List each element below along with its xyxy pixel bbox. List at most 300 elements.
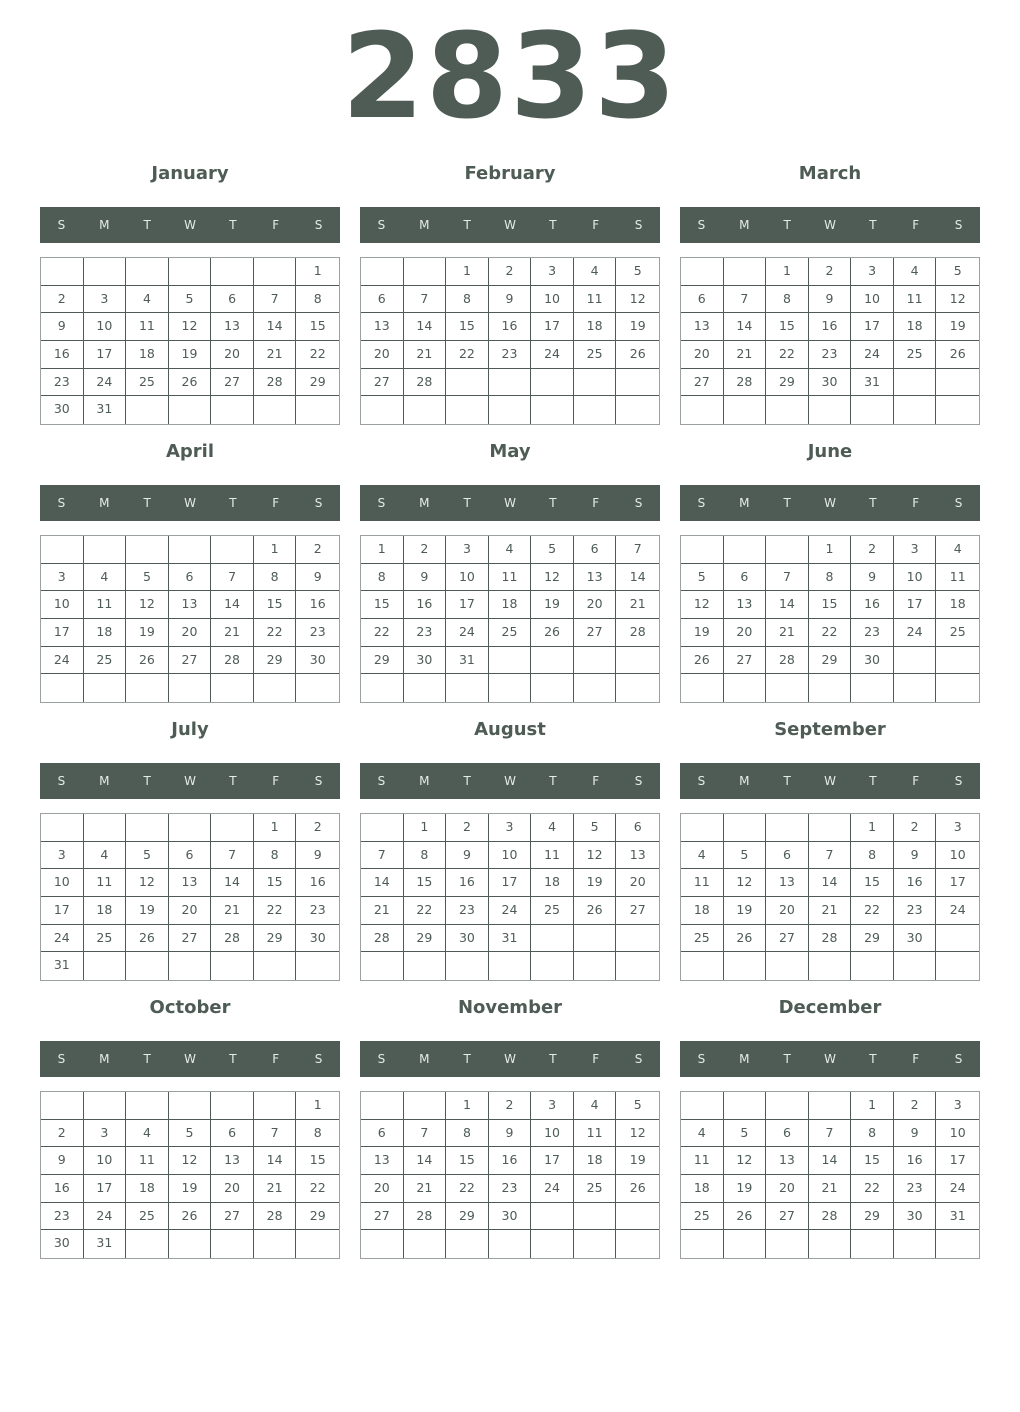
day-cell: 25: [84, 925, 127, 953]
day-cell: 17: [489, 869, 532, 897]
day-cell: 7: [211, 564, 254, 592]
day-cell: 1: [361, 536, 404, 564]
day-cell: [489, 369, 532, 397]
day-cell: [211, 814, 254, 842]
day-cell: 9: [809, 286, 852, 314]
day-cell: 23: [404, 619, 447, 647]
weekday-label: S: [697, 774, 706, 788]
month-november: [360, 997, 660, 1267]
weekday-header: [360, 1041, 660, 1077]
weekday-header: [680, 1041, 980, 1077]
day-cell: [936, 674, 979, 702]
day-cell: 2: [489, 258, 532, 286]
day-cell: 22: [809, 619, 852, 647]
day-cell: 10: [84, 313, 127, 341]
day-cell: [766, 1092, 809, 1120]
day-cell: 12: [724, 869, 767, 897]
day-cell: 30: [41, 1230, 84, 1258]
day-cell: 28: [211, 925, 254, 953]
day-cell: 27: [361, 369, 404, 397]
day-cell: 31: [41, 952, 84, 980]
day-cell: 11: [936, 564, 979, 592]
day-cell: 14: [404, 313, 447, 341]
day-cell: 17: [531, 313, 574, 341]
day-cell: 18: [936, 591, 979, 619]
weekday-label: F: [592, 1052, 600, 1066]
day-cell: [616, 396, 659, 424]
day-grid: [360, 257, 660, 425]
day-cell: [126, 396, 169, 424]
day-cell: 18: [489, 591, 532, 619]
month-june: [680, 441, 980, 711]
day-cell: [41, 674, 84, 702]
day-cell: 15: [296, 313, 339, 341]
day-cell: 20: [574, 591, 617, 619]
month-february: [360, 163, 660, 433]
day-cell: 27: [766, 925, 809, 953]
weekday-label: T: [143, 774, 151, 788]
day-cell: [809, 674, 852, 702]
day-cell: 3: [41, 564, 84, 592]
day-cell: 6: [724, 564, 767, 592]
weekday-label: T: [463, 496, 471, 510]
day-cell: [574, 369, 617, 397]
weekday-label: F: [272, 1052, 280, 1066]
day-cell: 21: [809, 1175, 852, 1203]
weekday-label: F: [912, 1052, 920, 1066]
day-cell: 2: [296, 814, 339, 842]
day-cell: [211, 1230, 254, 1258]
day-cell: 17: [84, 341, 127, 369]
day-cell: [211, 952, 254, 980]
day-cell: 1: [446, 1092, 489, 1120]
day-cell: 9: [894, 842, 937, 870]
day-cell: 29: [809, 647, 852, 675]
day-cell: 25: [574, 1175, 617, 1203]
day-cell: 26: [724, 1203, 767, 1231]
weekday-label: T: [869, 218, 877, 232]
day-cell: 25: [531, 897, 574, 925]
day-cell: 7: [616, 536, 659, 564]
weekday-label: W: [824, 774, 836, 788]
day-cell: 2: [894, 1092, 937, 1120]
day-cell: 6: [361, 1120, 404, 1148]
day-cell: 27: [574, 619, 617, 647]
day-cell: 17: [936, 1147, 979, 1175]
day-cell: 19: [616, 313, 659, 341]
day-cell: 4: [574, 1092, 617, 1120]
weekday-label: S: [377, 774, 386, 788]
day-cell: [531, 952, 574, 980]
day-cell: 20: [616, 869, 659, 897]
day-cell: [681, 952, 724, 980]
weekday-label: F: [912, 774, 920, 788]
day-cell: 27: [681, 369, 724, 397]
day-cell: [681, 814, 724, 842]
day-cell: 14: [254, 313, 297, 341]
day-cell: 19: [616, 1147, 659, 1175]
day-cell: 9: [446, 842, 489, 870]
day-cell: 21: [616, 591, 659, 619]
day-cell: 15: [809, 591, 852, 619]
day-cell: [446, 952, 489, 980]
day-cell: 3: [936, 1092, 979, 1120]
day-cell: 11: [84, 591, 127, 619]
day-cell: 8: [446, 1120, 489, 1148]
day-cell: [126, 536, 169, 564]
weekday-label: M: [739, 1052, 750, 1066]
month-title: November: [457, 997, 563, 1018]
day-cell: 19: [126, 619, 169, 647]
weekday-label: F: [592, 496, 600, 510]
day-cell: [361, 674, 404, 702]
day-cell: 18: [531, 869, 574, 897]
weekday-label: S: [954, 774, 963, 788]
day-cell: 30: [809, 369, 852, 397]
weekday-label: F: [912, 496, 920, 510]
day-cell: 2: [296, 536, 339, 564]
day-cell: [211, 396, 254, 424]
day-cell: [531, 1230, 574, 1258]
weekday-label: W: [504, 1052, 516, 1066]
day-cell: [724, 396, 767, 424]
day-cell: 8: [851, 842, 894, 870]
month-august: [360, 719, 660, 989]
month-title: January: [151, 163, 229, 184]
day-cell: 14: [616, 564, 659, 592]
weekday-label: T: [229, 774, 237, 788]
day-cell: 9: [296, 842, 339, 870]
day-cell: 27: [211, 369, 254, 397]
day-cell: 20: [361, 1175, 404, 1203]
day-cell: 5: [126, 842, 169, 870]
day-cell: 17: [936, 869, 979, 897]
day-cell: 31: [84, 1230, 127, 1258]
day-cell: 17: [851, 313, 894, 341]
day-cell: 11: [894, 286, 937, 314]
day-cell: 1: [809, 536, 852, 564]
weekday-header: [40, 485, 340, 521]
day-cell: 12: [681, 591, 724, 619]
day-cell: 13: [616, 842, 659, 870]
day-cell: 2: [489, 1092, 532, 1120]
day-cell: 28: [361, 925, 404, 953]
day-cell: 14: [211, 591, 254, 619]
day-cell: 22: [361, 619, 404, 647]
day-cell: 26: [169, 1203, 212, 1231]
day-grid: [360, 535, 660, 703]
day-cell: [446, 674, 489, 702]
day-grid: [360, 813, 660, 981]
day-cell: [724, 1092, 767, 1120]
day-cell: 9: [489, 286, 532, 314]
day-cell: 19: [169, 341, 212, 369]
day-cell: [724, 814, 767, 842]
day-cell: [126, 952, 169, 980]
day-cell: [894, 674, 937, 702]
day-cell: [531, 647, 574, 675]
day-cell: 28: [724, 369, 767, 397]
day-cell: 29: [404, 925, 447, 953]
day-cell: [809, 1230, 852, 1258]
month-title: March: [798, 163, 862, 184]
day-cell: 26: [574, 897, 617, 925]
weekday-label: S: [634, 774, 643, 788]
day-cell: [681, 258, 724, 286]
day-cell: 16: [41, 1175, 84, 1203]
day-cell: 24: [41, 647, 84, 675]
day-cell: 15: [254, 591, 297, 619]
day-cell: 27: [724, 647, 767, 675]
day-cell: 22: [446, 341, 489, 369]
day-cell: 11: [574, 1120, 617, 1148]
day-cell: 16: [296, 591, 339, 619]
day-cell: 24: [41, 925, 84, 953]
weekday-label: T: [869, 496, 877, 510]
day-cell: 15: [296, 1147, 339, 1175]
day-cell: 5: [616, 1092, 659, 1120]
day-cell: 18: [574, 313, 617, 341]
day-cell: 4: [936, 536, 979, 564]
day-cell: 25: [574, 341, 617, 369]
day-cell: 23: [894, 897, 937, 925]
month-title: July: [171, 719, 209, 740]
day-cell: [724, 674, 767, 702]
day-cell: 30: [296, 925, 339, 953]
day-cell: [574, 674, 617, 702]
day-cell: 16: [489, 1147, 532, 1175]
weekday-label: M: [419, 496, 430, 510]
day-cell: 10: [489, 842, 532, 870]
day-grid: [680, 257, 980, 425]
day-cell: [766, 396, 809, 424]
month-january: [40, 163, 340, 433]
day-cell: [446, 1230, 489, 1258]
day-cell: [489, 647, 532, 675]
day-cell: 8: [809, 564, 852, 592]
weekday-label: M: [99, 496, 110, 510]
day-cell: 30: [894, 1203, 937, 1231]
day-cell: 24: [531, 341, 574, 369]
month-may: [360, 441, 660, 711]
day-cell: 5: [531, 536, 574, 564]
day-cell: 8: [296, 1120, 339, 1148]
day-cell: [126, 1230, 169, 1258]
day-cell: 3: [489, 814, 532, 842]
day-cell: 3: [894, 536, 937, 564]
day-cell: 7: [254, 286, 297, 314]
day-cell: 9: [404, 564, 447, 592]
day-cell: 25: [126, 369, 169, 397]
day-cell: [404, 258, 447, 286]
day-cell: 20: [681, 341, 724, 369]
day-cell: [574, 1230, 617, 1258]
day-cell: [446, 369, 489, 397]
day-cell: 25: [894, 341, 937, 369]
day-cell: 20: [211, 341, 254, 369]
day-cell: 21: [254, 341, 297, 369]
day-cell: 27: [616, 897, 659, 925]
day-cell: 20: [211, 1175, 254, 1203]
month-october: [40, 997, 340, 1267]
day-cell: 25: [126, 1203, 169, 1231]
day-cell: [84, 952, 127, 980]
day-cell: 10: [894, 564, 937, 592]
day-cell: 2: [851, 536, 894, 564]
weekday-label: T: [463, 1052, 471, 1066]
day-cell: 29: [296, 369, 339, 397]
day-cell: 20: [361, 341, 404, 369]
day-cell: 8: [254, 842, 297, 870]
day-cell: 10: [531, 286, 574, 314]
day-cell: 22: [851, 1175, 894, 1203]
day-cell: 3: [936, 814, 979, 842]
day-cell: 29: [851, 925, 894, 953]
weekday-label: T: [549, 218, 557, 232]
weekday-label: S: [377, 496, 386, 510]
weekday-label: F: [592, 218, 600, 232]
day-cell: 28: [766, 647, 809, 675]
weekday-label: S: [954, 496, 963, 510]
day-cell: 8: [361, 564, 404, 592]
day-cell: [574, 925, 617, 953]
day-cell: 19: [126, 897, 169, 925]
day-cell: 1: [254, 814, 297, 842]
day-cell: [169, 952, 212, 980]
day-cell: 15: [851, 1147, 894, 1175]
day-cell: 24: [936, 897, 979, 925]
day-cell: 8: [254, 564, 297, 592]
day-cell: 8: [404, 842, 447, 870]
day-cell: 23: [296, 897, 339, 925]
day-cell: 9: [41, 1147, 84, 1175]
day-cell: [296, 674, 339, 702]
day-cell: 9: [851, 564, 894, 592]
day-cell: 9: [894, 1120, 937, 1148]
day-cell: [531, 674, 574, 702]
weekday-label: S: [377, 1052, 386, 1066]
day-cell: [724, 536, 767, 564]
day-cell: 28: [254, 369, 297, 397]
day-cell: [936, 396, 979, 424]
day-cell: 10: [446, 564, 489, 592]
day-cell: [296, 1230, 339, 1258]
weekday-header: [40, 1041, 340, 1077]
day-cell: [894, 396, 937, 424]
day-cell: 16: [851, 591, 894, 619]
day-cell: [724, 258, 767, 286]
day-cell: 13: [361, 313, 404, 341]
day-cell: [169, 814, 212, 842]
day-cell: [254, 1092, 297, 1120]
day-cell: 2: [894, 814, 937, 842]
day-cell: [126, 814, 169, 842]
weekday-label: T: [143, 496, 151, 510]
day-cell: 13: [169, 869, 212, 897]
day-cell: 28: [254, 1203, 297, 1231]
day-cell: 1: [296, 258, 339, 286]
day-grid: [40, 813, 340, 981]
day-cell: [574, 647, 617, 675]
day-cell: 13: [361, 1147, 404, 1175]
day-cell: 12: [126, 591, 169, 619]
weekday-header: [360, 763, 660, 799]
weekday-label: M: [739, 218, 750, 232]
day-cell: [404, 952, 447, 980]
day-cell: 26: [169, 369, 212, 397]
day-cell: [894, 1230, 937, 1258]
day-cell: 23: [489, 1175, 532, 1203]
day-cell: 27: [766, 1203, 809, 1231]
day-cell: 19: [681, 619, 724, 647]
day-cell: 30: [894, 925, 937, 953]
day-cell: 5: [616, 258, 659, 286]
day-cell: 5: [681, 564, 724, 592]
day-cell: 15: [361, 591, 404, 619]
day-cell: 24: [851, 341, 894, 369]
year-title: 2833: [341, 7, 679, 145]
day-cell: [361, 814, 404, 842]
day-cell: [851, 952, 894, 980]
day-cell: [681, 1230, 724, 1258]
weekday-label: W: [504, 496, 516, 510]
day-cell: 14: [361, 869, 404, 897]
weekday-label: S: [57, 496, 66, 510]
day-cell: [616, 647, 659, 675]
weekday-label: M: [739, 774, 750, 788]
month-april: [40, 441, 340, 711]
weekday-label: M: [99, 1052, 110, 1066]
day-cell: 11: [681, 1147, 724, 1175]
weekday-label: T: [143, 218, 151, 232]
day-cell: 23: [894, 1175, 937, 1203]
day-cell: [809, 814, 852, 842]
day-cell: [41, 1092, 84, 1120]
day-cell: 18: [84, 619, 127, 647]
day-cell: 24: [84, 369, 127, 397]
day-cell: 21: [211, 619, 254, 647]
weekday-label: T: [783, 218, 791, 232]
day-cell: [84, 674, 127, 702]
day-cell: 19: [574, 869, 617, 897]
day-cell: [936, 925, 979, 953]
day-cell: 19: [724, 1175, 767, 1203]
day-cell: 3: [851, 258, 894, 286]
day-cell: 31: [851, 369, 894, 397]
weekday-label: S: [697, 496, 706, 510]
weekday-header: [360, 207, 660, 243]
day-cell: [296, 952, 339, 980]
day-cell: [809, 396, 852, 424]
month-title: August: [474, 719, 546, 740]
day-cell: 16: [446, 869, 489, 897]
day-cell: 25: [936, 619, 979, 647]
day-cell: 22: [766, 341, 809, 369]
day-cell: 9: [296, 564, 339, 592]
day-cell: [361, 952, 404, 980]
day-cell: [766, 952, 809, 980]
weekday-label: F: [912, 218, 920, 232]
weekday-header: [680, 207, 980, 243]
day-cell: 28: [211, 647, 254, 675]
day-cell: 23: [41, 1203, 84, 1231]
day-cell: [894, 952, 937, 980]
weekday-label: W: [504, 218, 516, 232]
day-cell: [766, 1230, 809, 1258]
day-cell: 22: [851, 897, 894, 925]
day-cell: 2: [809, 258, 852, 286]
day-cell: 21: [404, 341, 447, 369]
